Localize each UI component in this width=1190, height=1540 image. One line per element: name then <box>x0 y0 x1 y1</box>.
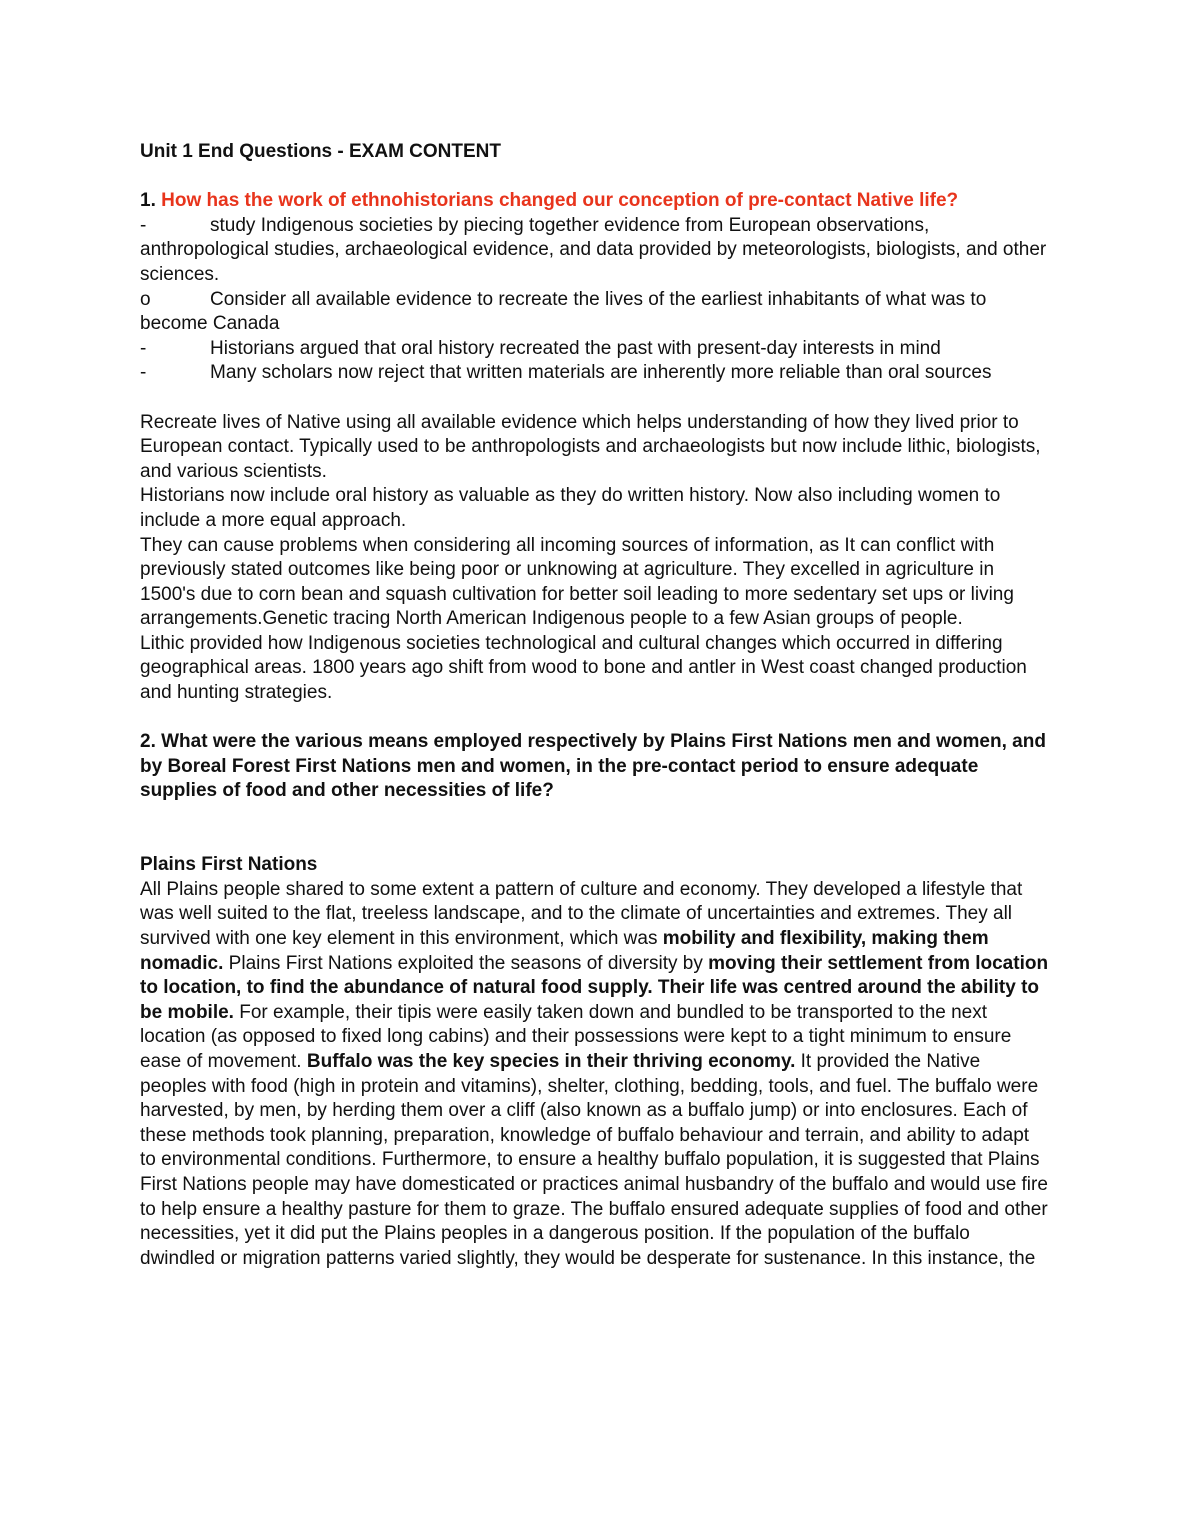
bullet-marker: - <box>140 214 147 236</box>
q1-answer-paragraph: Lithic provided how Indigenous societies technological and cultural changes which occurred in differing geographical areas. 1800 years ago shift from wood to bone and antler in West coast changed production and hunting strategies. <box>140 632 1027 704</box>
q1-answer-paragraph: Recreate lives of Native using all available evidence which helps understanding of how they lived prior to European contact. Typically used to be anthropologists and archaeologists but now include lithic, biologists, and various scientists. <box>140 411 1041 482</box>
plains-bold-text: Buffalo was the key species in their thriving economy. <box>306 1050 796 1072</box>
q1-bullet-3 <box>140 337 1050 362</box>
document-title: Unit 1 End Questions - EXAM CONTENT <box>140 141 502 162</box>
bullet-text: Consider all available evidence to recreate the lives of the earliest inhabitants of what was to become Canada <box>140 288 987 335</box>
bullet-marker: - <box>140 337 147 359</box>
q1-bullet-2 <box>140 288 1050 337</box>
bullet-text: Historians argued that oral history recreated the past with present-day interests in mind <box>210 337 941 359</box>
question-2-heading: 2. What were the various means employed respectively by Plains First Nations men and women, and by Boreal Forest First Nations men and women, in the pre-contact period to ensure adequate supplies of food and other necessities of life? <box>140 731 1046 802</box>
question-1-number: 1. <box>140 190 156 212</box>
plains-text: For example, their tipis were easily taken down and bundled to be transported to the next location (as opposed to fixed long cabins) and their possessions were kept to a tight minimum to ensure ease of movement. <box>140 1001 1012 1072</box>
spacer <box>140 804 1050 853</box>
bullet-marker: - <box>140 362 147 384</box>
plains-text: Plains First Nations exploited the seasons of diversity by <box>223 952 709 974</box>
question-1-text: How has the work of ethnohistorians changed our conception of pre-contact Native life? <box>161 190 959 212</box>
q1-answer-paragraph: Historians now include oral history as valuable as they do written history. Now also including women to include a more equal approach. <box>140 485 1001 531</box>
bullet-marker: o <box>140 288 151 310</box>
plains-heading: Plains First Nations <box>140 854 318 876</box>
question-1-heading <box>140 189 1050 214</box>
spacer <box>140 386 1050 411</box>
q1-bullet-4 <box>140 361 1050 386</box>
bullet-text: Many scholars now reject that written materials are inherently more reliable than oral sources <box>210 362 992 384</box>
plains-bold-text: moving their settlement from location to location, to find the abundance of natural food supply. Their life was centred around the ability to be mobile. <box>140 952 1049 1023</box>
plains-text: All Plains people shared to some extent a pattern of culture and economy. They developed a lifestyle that was well suited to the flat, treeless landscape, and to the climate of uncertainties and extremes. They all survived with one key element in this environment, which was <box>140 878 1023 949</box>
bullet-text: study Indigenous societies by piecing together evidence from European observations, anthropological studies, archaeological evidence, and data provided by meteorologists, biologists, and other sciences. <box>140 214 1047 285</box>
plains-bold-text: mobility and flexibility, making them nomadic. <box>140 928 989 974</box>
q1-bullet-1 <box>140 214 1050 288</box>
plains-paragraph <box>140 878 1050 1272</box>
q1-answer-paragraph: They can cause problems when considering all incoming sources of information, as It can conflict with previously stated outcomes like being poor or unknowing at agriculture. They excelled in agriculture in 1500's due to corn bean and squash cultivation for better soil leading to more sedentary set ups or living arrangements.Genetic tracing North American Indigenous people to a few Asian groups of people. <box>140 534 1014 630</box>
plains-text: It provided the Native peoples with food (high in protein and vitamins), shelter, clothing, bedding, tools, and fuel. The buffalo were harvested, by men, by herding them over a cliff (also known as a buffalo jump) or into enclosures. Each of these methods took planning, preparation, knowledge of buffalo behaviour and terrain, and ability to adapt to environmental conditions. Furthermore, to ensure a healthy buffalo population, it is suggested that Plains First Nations people may have domesticated or practices animal husbandry of the buffalo and would use fire to help ensure a healthy pasture for them to graze. The buffalo ensured adequate supplies of food and other necessities, yet it did put the Plains peoples in a dangerous position. If the population of the buffalo dwindled or migration patterns varied slightly, they would be desperate for sustenance. In this instance, the <box>140 1050 1048 1269</box>
spacer <box>140 706 1050 731</box>
